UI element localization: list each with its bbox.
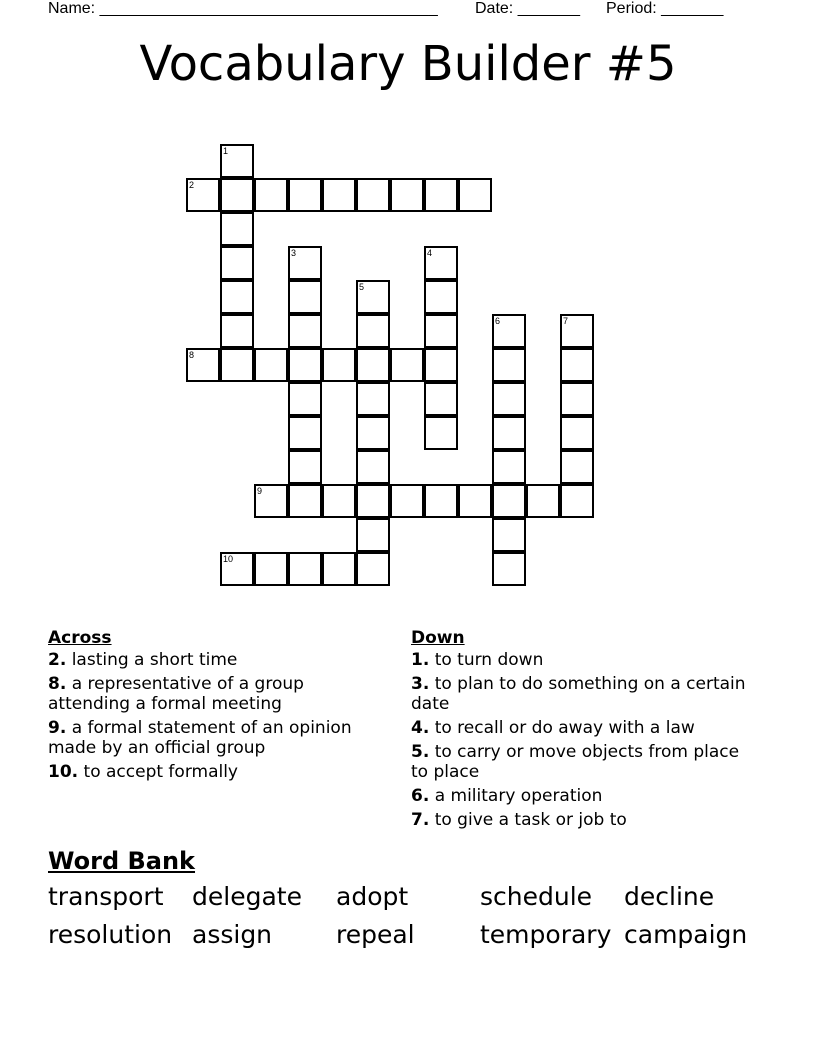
clue-number: 8 [189,350,195,360]
grid-cell[interactable] [356,416,390,450]
clue-number: 6. [411,786,430,806]
clue-text: to give a task or job to [434,810,627,830]
clue-number: 3. [411,674,430,694]
clue-down-4 [411,718,751,738]
word-bank-row [48,876,768,914]
grid-cell[interactable] [390,178,424,212]
down-heading: Down [411,628,465,648]
clue-number: 4 [427,248,433,258]
grid-cell[interactable] [424,484,458,518]
grid-cell[interactable] [424,246,458,280]
grid-cell[interactable] [356,382,390,416]
grid-cell[interactable] [492,314,526,348]
clue-number: 9. [48,718,67,738]
grid-cell[interactable] [288,484,322,518]
grid-cell[interactable] [220,178,254,212]
clue-text: lasting a short time [71,650,238,670]
grid-cell[interactable] [254,348,288,382]
grid-cell[interactable] [254,552,288,586]
across-heading: Across [48,628,112,648]
clue-across-9 [48,718,388,758]
clue-number: 9 [257,486,263,496]
clue-number: 2 [189,180,195,190]
grid-cell[interactable] [322,348,356,382]
clue-number: 10 [223,554,234,564]
clue-number: 7 [563,316,569,326]
name-field[interactable]: Name: ______________________________________ [48,0,438,17]
grid-cell[interactable] [458,178,492,212]
grid-cell[interactable] [560,416,594,450]
word-bank-title: Word Bank [48,847,196,875]
grid-cell[interactable] [288,382,322,416]
grid-cell[interactable] [288,178,322,212]
clue-text: a formal statement of an opinion made by an official group [48,718,352,758]
grid-cell[interactable] [220,246,254,280]
grid-cell[interactable] [492,484,526,518]
clue-number: 10. [48,762,79,782]
grid-cell[interactable] [288,552,322,586]
grid-cell[interactable] [288,314,322,348]
clue-number: 5. [411,742,430,762]
grid-cell[interactable] [492,348,526,382]
grid-cell[interactable] [288,450,322,484]
grid-cell[interactable] [560,348,594,382]
grid-cell[interactable] [560,484,594,518]
grid-cell[interactable] [492,416,526,450]
clue-text: a military operation [434,786,603,806]
grid-cell[interactable] [220,552,254,586]
clue-across-2 [48,650,388,670]
grid-cell[interactable] [254,178,288,212]
clue-text: to accept formally [83,762,238,782]
grid-cell[interactable] [356,178,390,212]
grid-cell[interactable] [492,450,526,484]
grid-cell[interactable] [356,552,390,586]
clue-number: 3 [291,248,297,258]
clue-down-7 [411,810,751,830]
word-bank-row [48,914,768,952]
grid-cell[interactable] [356,314,390,348]
word-bank-word: transport [48,882,164,911]
grid-cell[interactable] [220,144,254,178]
clue-number: 4. [411,718,430,738]
clue-number: 7. [411,810,430,830]
clue-number: 1. [411,650,430,670]
grid-cell[interactable] [458,484,492,518]
grid-cell[interactable] [220,348,254,382]
grid-cell[interactable] [322,178,356,212]
grid-cell[interactable] [322,552,356,586]
clue-text: to carry or move objects from place to place [411,742,740,782]
clue-down-1 [411,650,751,670]
grid-cell[interactable] [526,484,560,518]
grid-cell[interactable] [288,348,322,382]
grid-cell[interactable] [560,382,594,416]
word-bank-word: decline [624,882,715,911]
clue-text: to recall or do away with a law [434,718,695,738]
grid-cell[interactable] [288,246,322,280]
grid-cell[interactable] [492,382,526,416]
grid-cell[interactable] [254,484,288,518]
grid-cell[interactable] [288,416,322,450]
grid-cell[interactable] [424,280,458,314]
word-bank-word: campaign [624,920,748,949]
grid-cell[interactable] [424,314,458,348]
grid-cell[interactable] [186,348,220,382]
grid-cell[interactable] [424,382,458,416]
clue-number: 6 [495,316,501,326]
grid-cell[interactable] [560,314,594,348]
grid-cell[interactable] [560,450,594,484]
clue-down-5 [411,742,751,782]
grid-cell[interactable] [322,484,356,518]
word-bank [48,846,768,952]
clue-across-10 [48,762,388,782]
across-clues [48,628,388,786]
grid-cell[interactable] [390,484,424,518]
grid-cell[interactable] [356,450,390,484]
word-bank-word: resolution [48,920,173,949]
word-bank-word: temporary [480,920,612,949]
clue-number: 8. [48,674,67,694]
word-bank-word: adopt [336,882,409,911]
grid-cell[interactable] [356,484,390,518]
grid-cell[interactable] [424,178,458,212]
clue-text: a representative of a group attending a formal meeting [48,674,304,714]
down-clues [411,628,751,834]
period-field[interactable]: Period: _______ [606,0,724,17]
date-field[interactable]: Date: _______ [475,0,580,17]
word-bank-word: delegate [192,882,302,911]
grid-cell[interactable] [390,348,424,382]
grid-cell[interactable] [220,280,254,314]
clue-across-8 [48,674,388,714]
grid-cell[interactable] [356,348,390,382]
grid-cell[interactable] [424,416,458,450]
grid-cell[interactable] [492,518,526,552]
clue-down-3 [411,674,751,714]
page-title: Vocabulary Builder #5 [139,36,677,92]
grid-cell[interactable] [492,552,526,586]
grid-cell[interactable] [220,314,254,348]
word-bank-word: assign [192,920,273,949]
grid-cell[interactable] [356,280,390,314]
clue-text: to plan to do something on a certain date [411,674,746,714]
word-bank-word: repeal [336,920,415,949]
grid-cell[interactable] [356,518,390,552]
clue-down-6 [411,786,751,806]
grid-cell[interactable] [424,348,458,382]
clue-number: 2. [48,650,67,670]
clue-number: 5 [359,282,365,292]
grid-cell[interactable] [186,178,220,212]
word-bank-word: schedule [480,882,593,911]
clue-text: to turn down [434,650,544,670]
clue-number: 1 [223,146,229,156]
grid-cell[interactable] [220,212,254,246]
grid-cell[interactable] [288,280,322,314]
